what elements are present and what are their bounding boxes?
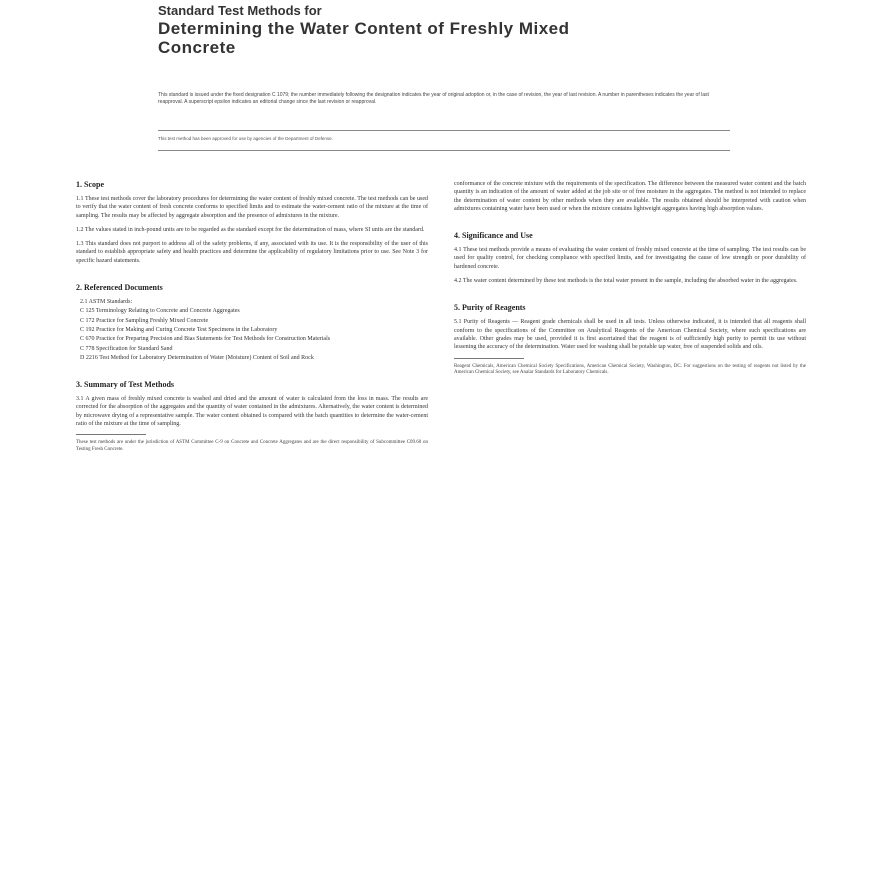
spacer xyxy=(454,291,806,303)
section-heading-reagents: 5. Purity of Reagents xyxy=(454,303,526,313)
approval-note: This test method has been approved for use by agencies of the Department of Defense. xyxy=(158,136,333,141)
reference-item: C 192 Practice for Making and Curing Concrete Test Specimens in the Laboratory xyxy=(80,326,278,333)
footnote: Reagent Chemicals, American Chemical Society Specifications, American Chemical Society, Washington, DC. For suggestions on the testing of reagents not listed by the American Chemical Society, see Analar Standards for Laboratory Chemicals. xyxy=(454,363,806,376)
reference-list xyxy=(76,298,428,362)
reference-item: D 2216 Test Method for Laboratory Determination of Water (Moisture) Content of Soil and Rock xyxy=(80,354,314,361)
section-heading-scope: 1. Scope xyxy=(76,180,104,189)
paragraph: 1.2 The values stated in inch-pound units are to be regarded as the standard except for the determination of mass, where SI units are the standard. xyxy=(76,226,425,233)
spacer xyxy=(454,219,806,231)
right-column xyxy=(454,180,806,382)
reference-item: C 670 Practice for Preparing Precision and Bias Statements for Test Methods for Construction Materials xyxy=(80,336,331,343)
spacer xyxy=(76,368,428,380)
footnote-rule xyxy=(454,358,524,359)
reference-item: C 172 Practice for Sampling Freshly Mixed Concrete xyxy=(80,317,209,324)
paragraph: 5.1 Purity of Reagents — Reagent grade chemicals shall be used in all tests. Unless otherwise indicated, it is intended that all reagents shall conform to the specifications of the Committee on Analytical Reagents of the American Chemical Society, where such specifications are available. Other grades may be used, provided it is first ascertained that the reagent is of sufficiently high purity to permit its use without lessening the accuracy of the determination. Water used for washing shall be potable tap water, free of suspended solids and oils. xyxy=(454,319,806,351)
reference-item: 2.1 ASTM Standards: xyxy=(80,299,133,306)
spacer xyxy=(76,271,428,283)
left-column xyxy=(76,180,428,458)
paragraph: 1.1 These test methods cover the laboratory procedures for determining the water content of freshly mixed concrete. The test methods can be used to verify that the water content of fresh concrete conforms to specified limits and to estimate the water-cement ratio of the mixture at the time of sampling. The results may be affected by aggregate absorption and the presence of admixtures in the mixture. xyxy=(76,196,428,219)
section-heading-references: 2. Referenced Documents xyxy=(76,283,163,293)
paragraph: 1.3 This standard does not purport to address all of the safety problems, if any, associated with its use. It is the responsibility of the user of this standard to establish appropriate safety and health practices and determine the applicability of regulatory limitations prior to use. See Note 3 for specific hazard statements. xyxy=(76,241,428,264)
divider xyxy=(158,130,730,131)
document-title xyxy=(158,4,678,58)
paragraph: 4.2 The water content determined by these test methods is the total water present in the sample, including the absorbed water in the aggregates. xyxy=(454,278,798,285)
title-line-2: Determining the Water Content of Freshly Mixed xyxy=(158,18,570,38)
reference-item: C 778 Specification for Standard Sand xyxy=(80,345,173,352)
paragraph: 4.1 These test methods provide a means of evaluating the water content of freshly mixed concrete at the time of sampling. The test results can be used for quality control, for checking compliance with specified limits, and for investigating the cause of low strength or poor durability of hardened concrete. xyxy=(454,247,806,270)
section-heading-summary: 3. Summary of Test Methods xyxy=(76,380,175,390)
title-line-3: Concrete xyxy=(158,38,236,58)
footnote-rule xyxy=(76,434,146,435)
reference-item: C 125 Terminology Relating to Concrete and Concrete Aggregates xyxy=(80,308,240,315)
paragraph: conformance of the concrete mixture with the requirements of the specification. The difference between the measured water content and the batch quantity is an indication of the amount of water added at the job site or of free moisture in the aggregates. The method is not intended to replace the determination of water content by other methods when they are available. The results obtained should be interpreted with caution when admixtures containing water have been used or when the mixture contains lightweight aggregates having high absorption values. xyxy=(454,181,806,212)
section-heading-significance: 4. Significance and Use xyxy=(454,231,533,241)
divider xyxy=(158,150,730,151)
paragraph: 3.1 A given mass of freshly mixed concrete is washed and dried and the amount of water is calculated from the loss in mass. The results are corrected for the absorption of the aggregates and the quantity of water contained in the admixtures. Alternatively, the water content is determined by microwave drying of a representative sample. The water content obtained is compared with the batch quantities to determine the water-cement ratio of the mixture at the time of sampling. xyxy=(76,396,428,428)
title-line-1: Standard Test Methods for xyxy=(158,3,322,18)
footnote: These test methods are under the jurisdiction of ASTM Committee C-9 on Concrete and Concrete Aggregates and are the direct responsibility of Subcommittee C09.60 on Testing Fresh Concrete. xyxy=(76,440,428,452)
designation-note: This standard is issued under the fixed designation C 1079; the number immediately following the designation indicates the year of original adoption or, in the case of revision, the year of last revision. A number in parentheses indicates the year of last reapproval. A superscript epsilon indicates an editorial change since the last revision or reapproval. xyxy=(158,92,709,105)
